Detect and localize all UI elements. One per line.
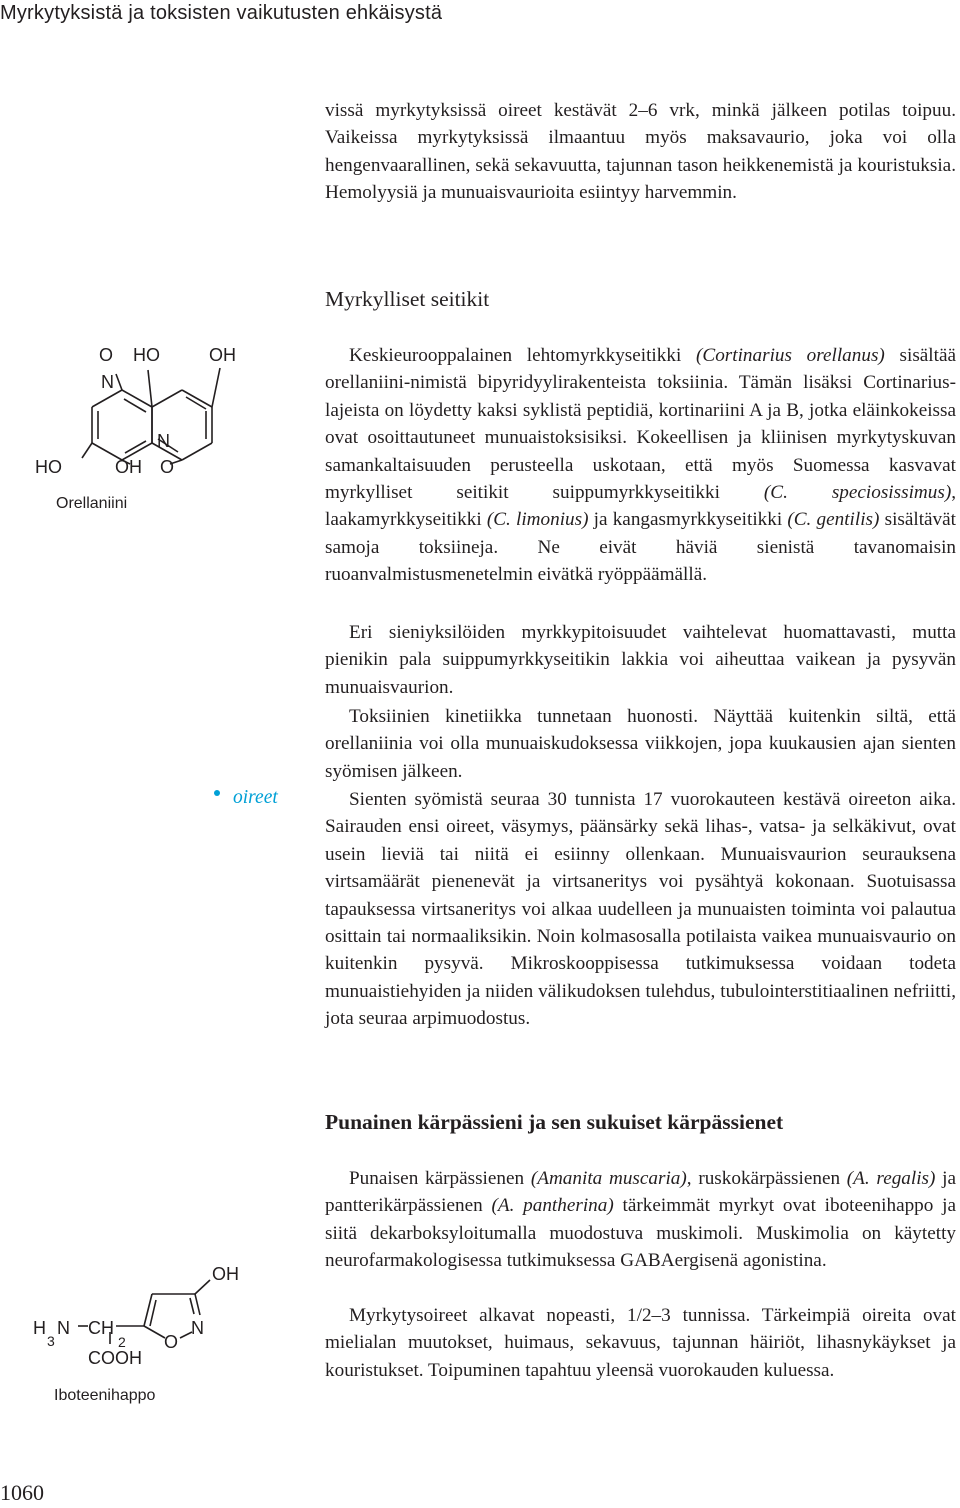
karpassieni-paragraph-1: Punaisen kärpässienen (Amanita muscaria), ruskokärpässienen (A. regalis) ja pantterikärpässienen (A. pantherina) tärkeimmät myrkyt ovat iboteenihappo ja siitä dekarboksyloitumalla muodostuva muskimoli. Muskimolia on käytetty neurofarmakologisessa tutkimuksessa GABAergisenä agonistina.: [325, 1168, 956, 1272]
figure-caption-orellaniini: Orellaniini: [56, 495, 128, 512]
atom-subscript-2: 2: [118, 1334, 126, 1350]
atom-subscript-3: 3: [47, 1333, 55, 1349]
section-heading-seitikit: Myrkylliset seitikit: [325, 287, 490, 311]
atom-n-left: N: [57, 1318, 70, 1338]
bullet-dot-icon: [214, 790, 220, 796]
seitikit-paragraph-4: Sienten syömistä seuraa 30 tunnista 17 vuorokauteen kestävä oireeton aika. Sairauden ensi oireet, väsymys, päänsärky sekä lihas-, vatsa- ja selkäkivut, ovat usein lieviä tai niitä ei esiinny ollenkaan. Munuaisvaurion seurauksena virtsamäärät pienenevät ja virtsaneritys voi pysähtyä kokonaan. Suotuisassa tapauksessa virtsaneritys voi alkaa uudelleen ja munuaisten toiminta voi palautua osittain tai normaaliksikin. Noin kolmasosalla potilaista vaikea munuaisvaurio on kuitenkin pysyvä. Mikroskooppisessa tutkimuksessa voidaan todeta munuaistiehyiden ja niiden välikudoksen tulehdus, tubulointerstitiaalinen nefriitti, jota seuraa arpimuodostus.: [325, 789, 956, 1030]
karpassieni-paragraph-2: Myrkytysoireet alkavat nopeasti, 1/2–3 tunnissa. Tärkeimpiä oireita ovat mielialan muutokset, huimaus, sekavuus, tajunnan häiriöt, lihasnykäykset ja kouristukset. Toipuminen tapahtuu yleensä vuorokauden kuluessa.: [325, 1305, 956, 1381]
atom-ho-top: HO: [133, 345, 160, 365]
atom-ch: CH: [88, 1318, 114, 1338]
margin-note-oireet: oireet: [214, 787, 278, 809]
seitikit-paragraph-1: Keskieurooppalainen lehtomyrkkyseitikki (Cortinarius orellanus) sisältää orellaniini-nimistä bipyridyylirakenteista toksiinia. Tämän lisäksi Cortinarius-lajeista on löydetty kaksi syklistä peptidiä, kortinariini A ja B, jotka eläinkokeissa ovat osoittautuneet munuaistoksisiksi. Kokeellisen ja kliinisen myrkytyskuvan samankaltaisuuden perusteella uskotaan, että myös Suomessa kasvavat myrkylliset seitikit suippumyrkkyseitikki (C. speciosissimus), laakamyrkkyseitikki (C. limonius) ja kangasmyrkkyseitikki (C. gentilis) sisältävät samoja toksiineja. Ne eivät häviä sienistä tavanomaisin ruoanvalmistusmenetelmin eivätkä ryöppäämällä.: [325, 345, 957, 586]
orellanine-structure: [30, 340, 280, 520]
atom-o-bottom: O: [160, 457, 175, 477]
seitikit-paragraph-2: Eri sieniyksilöiden myrkkypitoisuudet vaihtelevat huomattavasti, mutta pienikin pala suippumyrkkyseitikin lakkia voi aiheuttaa vaikean ja pysyvän munuaisvaurion.: [325, 622, 956, 698]
atom-o-top: O: [99, 345, 114, 365]
figure-caption-iboteenihappo: Iboteenihappo: [54, 1387, 156, 1404]
intro-paragraph: vissä myrkytyksissä oireet kestävät 2–6 vrk, minkä jälkeen potilas toipuu. Vaikeissa myrkytyksissä ilmaantuu myös maksavaurio, joka voi olla hengenvaarallinen, sekä sekavuutta, tajunnan tason heikkenemistä ja kouristuksia. Hemolyysiä ja munuaisvaurioita esiintyy harvemmin.: [325, 100, 956, 204]
atom-oh-bottom: OH: [115, 457, 142, 477]
running-header: Myrkytyksistä ja toksisten vaikutusten ehkäisystä: [0, 2, 443, 24]
page-number: 1060: [0, 1480, 44, 1505]
atom-oh-top-right: OH: [209, 345, 236, 365]
atom-n-top: N: [101, 372, 114, 392]
atom-oh: OH: [212, 1264, 239, 1284]
seitikit-paragraph-3: Toksiinien kinetiikka tunnetaan huonosti. Näyttää kuitenkin siltä, että orellaniinia voi olla munuaiskudoksessa viikkojen, jopa kuukausien ajan sienten syömisen jälkeen.: [325, 706, 956, 782]
atom-n-bottom: N: [157, 431, 170, 451]
atom-h: H: [33, 1318, 46, 1338]
atom-ho-left: HO: [35, 457, 62, 477]
atom-o-ring: O: [164, 1332, 179, 1352]
atom-n-ring: N: [191, 1318, 204, 1338]
section-heading-karpassieni: Punainen kärpässieni ja sen sukuiset kärpässienet: [325, 1110, 784, 1134]
ibotenic-acid-structure: [28, 1250, 268, 1410]
atom-cooh: COOH: [88, 1348, 142, 1368]
